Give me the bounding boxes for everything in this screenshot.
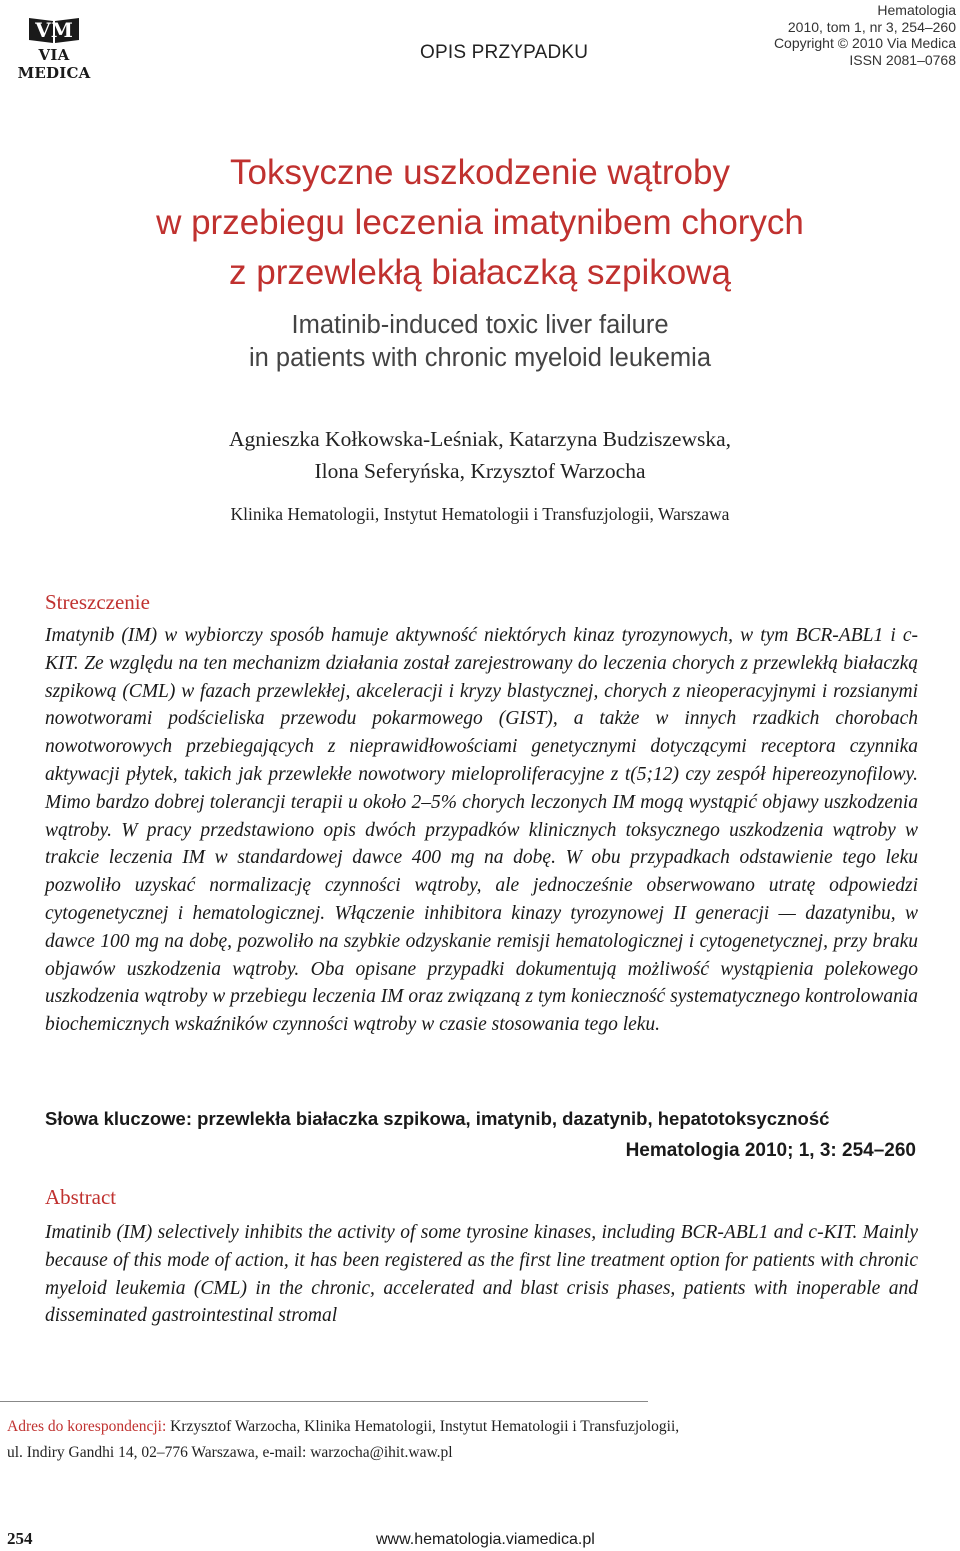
page-number: 254: [7, 1529, 33, 1548]
title-polish: [0, 148, 960, 298]
citation: Hematologia 2010; 1, 3: 254–260: [625, 1140, 916, 1161]
title-english: [0, 309, 960, 375]
streszczenie-text: Imatynib (IM) w wybiorczy sposób hamuje aktywność niektórych kinaz tyrozynowych, w tym BCR-ABL1 i c-KIT. Ze względu na ten mechanizm działania został zarejestrowany do leczenia chorych z przewlekłą białaczką szpikową (CML) w fazach przewlekłej, akceleracji i kryzy blastycznej, chorych z nieoperacyjnymi i rozsianymi nowotworami podścieliska przewodu pokarmowego (GIST), a także w innych rzadkich chorobach nowotworowych przebiegających z nieprawidłowościami genetycznymi dotyczącymi receptora czynnika aktywacji płytek, takich jak przewlekłe nowotwory mieloproliferacyjne z t(5;12) czy zespół hipereozynofilowy. Mimo bardzo dobrej tolerancji terapii u około 2–5% chorych leczonych IM mogą wystąpić objawy uszkodzenia wątroby. W pracy przedstawiono opis dwóch przypadków klinicznych toksycznego uszkodzenia wątroby w trakcie leczenia IM w standardowej dawce 400 mg na dobę. W obu przypadkach odstawienie tego leku pozwoliło uzyskać normalizację czynności wątroby, ale jednocześnie obserwowano utratę odpowiedzi cytogenetycznej i hematologicznej. Włączenie inhibitora kinazy tyrozynowej II generacji — dazatynibu, w dawce 100 mg na dobę, pozwoliło na szybkie odzyskanie remisji hematologicznej i cytogenetycznej, przy braku objawów uszkodzenia wątroby. Oba opisane przypadki dokumentują możliwość wystąpienia polekowego uszkodzenia wątroby w przebiegu leczenia IM oraz związaną z tym konieczność systematycznego kontrolowania biochemicznych wskaźników czynności wątroby w czasie stosowania tego leku.: [45, 625, 918, 1036]
authors-line: Ilona Seferyńska, Krzysztof Warzocha: [314, 458, 646, 483]
issue-info: 2010, tom 1, nr 3, 254–260: [787, 18, 956, 35]
streszczenie-heading: Streszczenie: [45, 590, 150, 614]
publication-info: [774, 2, 956, 68]
publisher-logo: [4, 14, 104, 82]
keywords: Słowa kluczowe: przewlekła białaczka szpikowa, imatynib, dazatynib, hepatotoksyczność: [45, 1108, 830, 1129]
article-type: OPIS PRZYPADKU: [420, 42, 589, 63]
title-line: Toksyczne uszkodzenie wątroby: [230, 153, 730, 192]
correspondence: [7, 1414, 947, 1466]
title-line: in patients with chronic myeloid leukemia: [248, 344, 712, 372]
svg-text:VM: VM: [35, 18, 73, 42]
copyright: Copyright © 2010 Via Medica: [773, 35, 956, 51]
correspondence-line: Krzysztof Warzocha, Klinika Hematologii, Instytut Hematologii i Transfuzjologii,: [166, 1418, 680, 1435]
affiliation: Klinika Hematologii, Instytut Hematologii i Transfuzjologii, Warszawa: [230, 504, 730, 524]
abstract-text: Imatinib (IM) selectively inhibits the activity of some tyrosine kinases, including BCR-ABL1 and c-KIT. Mainly because of this mode of action, it has been registered as the first line treatment option for patients with chronic myeloid leukemia (CML) in the chronic, accelerated and blast crisis phases, patients with inoperable and disseminated gastrointestinal stromal: [45, 1222, 918, 1327]
book-icon: [26, 14, 82, 44]
abstract-heading: Abstract: [45, 1185, 117, 1209]
website-link[interactable]: www.hematologia.viamedica.pl: [376, 1531, 595, 1548]
issn: ISSN 2081–0768: [849, 51, 956, 68]
correspondence-label: Adres do korespondencji:: [7, 1418, 167, 1435]
authors-line: Agnieszka Kołkowska-Leśniak, Katarzyna Budziszewska,: [228, 427, 732, 451]
title-line: Imatinib-induced toxic liver failure: [291, 311, 669, 339]
correspondence-line: ul. Indiry Gandhi 14, 02–776 Warszawa, e-mail: warzocha@ihit.waw.pl: [7, 1444, 453, 1461]
journal-name: Hematologia: [877, 2, 956, 18]
title-line: w przebiegu leczenia imatynibem chorych: [156, 203, 804, 242]
authors: [0, 424, 960, 487]
footnote-divider: [0, 1401, 648, 1402]
logo-text: VIA MEDICA: [17, 46, 91, 82]
title-line: z przewlekłą białaczką szpikową: [229, 253, 731, 292]
